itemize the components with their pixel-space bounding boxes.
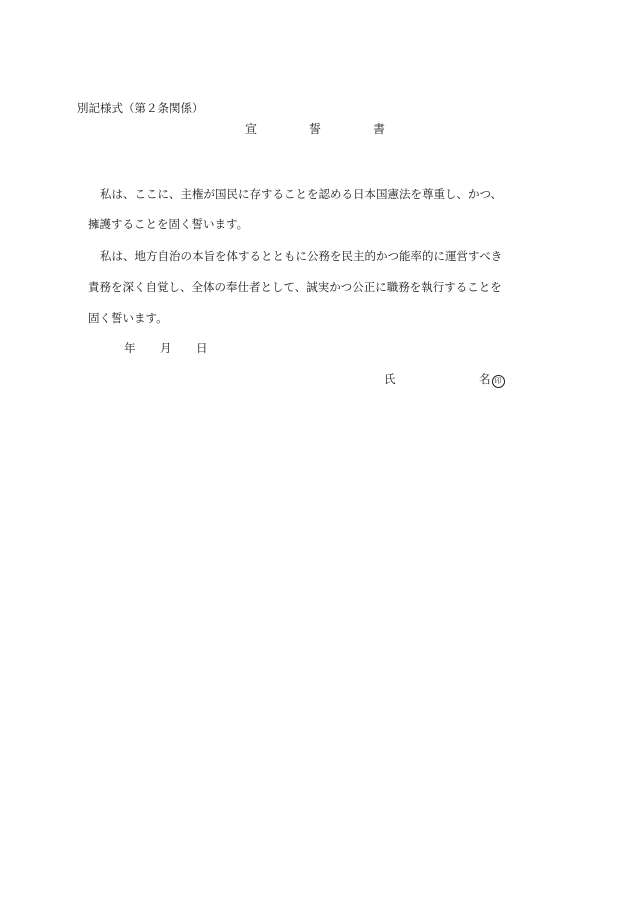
oath-paragraph1-line2: 擁護することを固く誓います。 [88,217,249,231]
seal-mark-icon: 印 [492,375,505,388]
signature-name-field [479,371,505,388]
title-char-2: 誓 [309,122,322,136]
oath-paragraph1-line1: 私は、ここに、主権が国民に存することを認める日本国憲法を尊重し、かつ、 [100,187,503,201]
signature-name-label: 名 [479,372,491,386]
date-day-label: 日 [196,341,208,355]
date-year-label: 年 [124,341,136,355]
title-char-3: 書 [373,122,386,136]
oath-paragraph2-line3: 固く誓います。 [88,311,168,325]
date-month-label: 月 [160,341,172,355]
title-char-1: 宣 [245,122,258,136]
oath-paragraph2-line1: 私は、地方自治の本旨を体するとともに公務を民主的かつ能率的に運営すべき [100,249,503,263]
form-label: 別記様式（第２条関係） [77,101,204,115]
signature-surname-label: 氏 [384,372,396,386]
oath-paragraph2-line2: 責務を深く自覚し、全体の奉仕者として、誠実かつ公正に職務を執行することを [88,280,502,294]
